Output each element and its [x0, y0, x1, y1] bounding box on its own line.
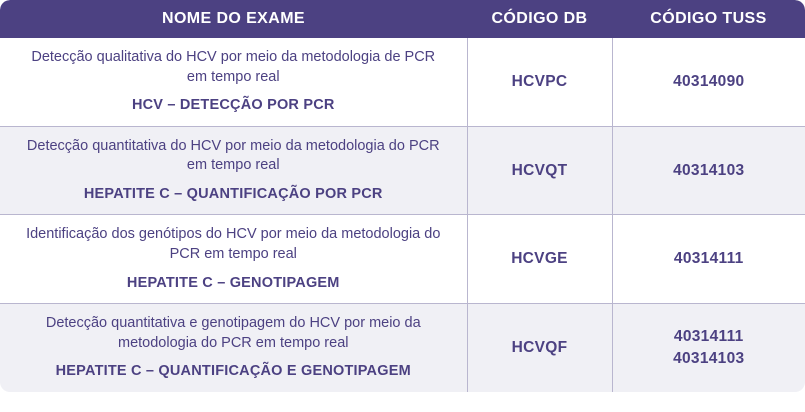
column-header-exam-name: NOME DO EXAME — [162, 10, 305, 27]
tuss-code-value: 40314103 — [673, 161, 745, 179]
exam-description: Identificação dos genótipos do HCV por meio da metodologia do PCR em tempo real — [26, 226, 441, 262]
exam-description: Detecção quantitativa e genotipagem do HCV por meio da metodologia do PCR em tempo real — [45, 315, 421, 351]
cell-tuss-code — [612, 126, 805, 215]
cell-tuss-code — [612, 304, 805, 392]
tuss-code-value: 40314111 — [673, 328, 744, 346]
cell-db-code: HCVQF — [467, 304, 612, 392]
cell-db-code: HCVPC — [467, 38, 612, 126]
cell-exam-name — [0, 304, 467, 392]
cell-tuss-code — [612, 215, 805, 304]
exam-short-name: HEPATITE C – QUANTIFICAÇÃO E GENOTIPAGEM — [55, 363, 411, 380]
table-row — [0, 38, 805, 126]
exam-short-name: HEPATITE C – GENOTIPAGEM — [126, 274, 340, 291]
table-header — [0, 0, 805, 38]
column-header-db-code: CÓDIGO DB — [491, 10, 588, 27]
cell-exam-name — [0, 38, 467, 126]
table-row — [0, 215, 805, 304]
cell-exam-name — [0, 215, 467, 304]
table-row — [0, 126, 805, 215]
cell-tuss-code — [612, 38, 805, 126]
column-header-tuss-code: CÓDIGO TUSS — [650, 10, 767, 27]
exam-short-name: HCV – DETECÇÃO POR PCR — [131, 97, 335, 114]
exam-description: Detecção qualitativa do HCV por meio da metodologia de PCR em tempo real — [31, 49, 436, 85]
table-row — [0, 304, 805, 392]
tuss-code-value: 40314111 — [673, 250, 744, 268]
exam-description: Detecção quantitativa do HCV por meio da metodologia do PCR em tempo real — [26, 137, 440, 174]
tuss-code-value: 40314090 — [673, 73, 745, 90]
tuss-code-value: 40314103 — [673, 349, 745, 367]
exam-short-name: HEPATITE C – QUANTIFICAÇÃO POR PCR — [83, 185, 383, 202]
cell-exam-name — [0, 126, 467, 215]
table-body — [0, 38, 805, 392]
table-header-row — [0, 0, 805, 38]
cell-db-code: HCVQT — [467, 126, 612, 215]
cell-db-code: HCVGE — [467, 215, 612, 304]
